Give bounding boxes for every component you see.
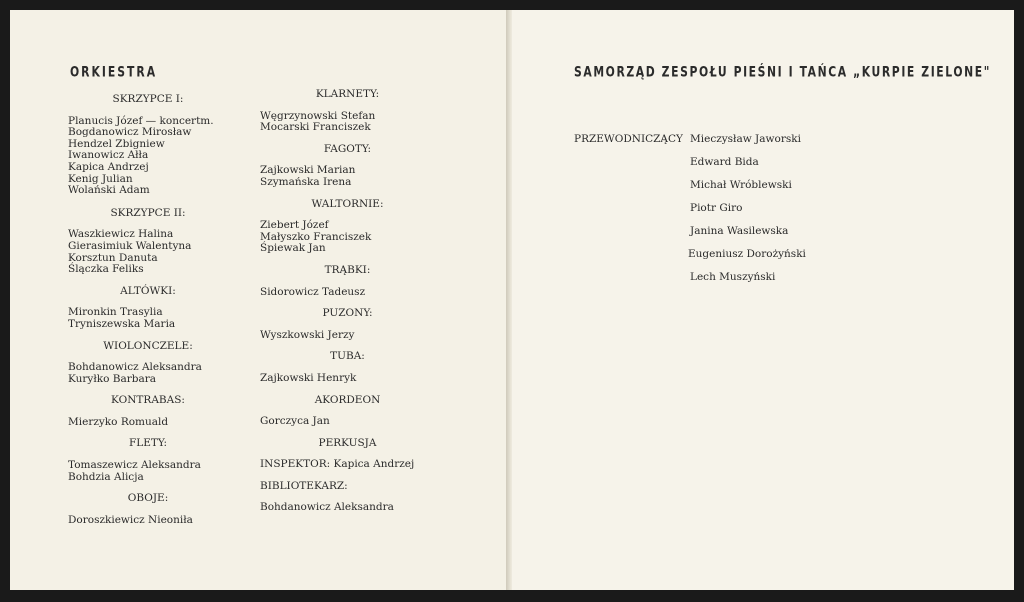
council-list (574, 133, 874, 333)
council-member: Mieczysław Jaworski (690, 133, 801, 145)
librarian-name: Bohdanowicz Aleksandra (260, 501, 394, 514)
council-member: Michał Wróblewski (690, 179, 792, 191)
section-heading: PUZONY: (322, 307, 373, 320)
librarian-label: BIBLIOTEKARZ: (260, 479, 348, 492)
member-name: Waszkiewicz Halina (68, 228, 174, 241)
orchestra-title: ORKIESTRA (70, 64, 158, 81)
member-name: Gorczyca Jan (260, 415, 330, 428)
member-name: Ziebert Józef (260, 219, 329, 232)
section-heading: KLARNETY: (315, 88, 380, 100)
section-heading: WIOLONCZELE: (103, 339, 193, 352)
section-heading: KONTRABAS: (111, 394, 185, 407)
section-heading: OBOJE: (127, 492, 169, 505)
member-name: Wyszkowski Jerzy (260, 328, 355, 341)
council-member: Eugeniusz Dorożyński (688, 248, 806, 260)
member-name: Iwanowicz Ałła (68, 149, 149, 162)
left-page (10, 10, 508, 590)
member-name: Planucis Józef — koncertm. (68, 114, 214, 127)
member-name: Małyszko Franciszek (260, 230, 372, 243)
member-name: Wolański Adam (68, 184, 150, 197)
member-name: Szymańska Irena (260, 175, 352, 188)
council-member: Edward Bida (690, 156, 759, 168)
right-page (512, 10, 1014, 590)
member-name: Doroszkiewicz Nieoniła (68, 513, 193, 526)
member-name: Tryniszewska Maria (68, 317, 176, 330)
section-heading: SKRZYPCE I: (112, 93, 184, 105)
member-name: Korsztun Danuta (68, 251, 158, 264)
section-heading: AKORDEON (314, 393, 381, 406)
member-name: Zajkowski Marian (260, 164, 356, 177)
section-heading: TUBA: (330, 350, 365, 363)
member-name: Tomaszewicz Aleksandra (68, 459, 201, 472)
council-member: Janina Wasilewska (690, 225, 789, 237)
member-name: Kapica Andrzej (68, 160, 149, 173)
section-heading: FLETY: (128, 437, 168, 450)
member-name: Śpiewak Jan (260, 242, 326, 255)
member-name: Ślączka Feliks (68, 263, 144, 276)
member-name: Mierzyko Romuald (68, 415, 169, 428)
member-name: Mocarski Franciszek (260, 121, 371, 134)
member-name: Bogdanowicz Mirosław (68, 126, 192, 139)
chairman-role: PRZEWODNICZĄCY (574, 133, 683, 145)
section-heading: SKRZYPCE II: (110, 206, 186, 219)
member-name: Węgrzynowski Stefan (260, 109, 376, 122)
member-name: Sidorowicz Tadeusz (260, 285, 366, 298)
council-member: Piotr Giro (690, 202, 743, 214)
member-name: Gierasimiuk Walentyna (68, 239, 192, 252)
council-title: SAMORZĄD ZESPOŁU PIEŚNI I TAŃCA „KURPIE ZIELONE" (574, 64, 991, 81)
member-name: Mironkin Trasylia (68, 306, 163, 319)
inspector-line: INSPEKTOR: Kapica Andrzej (260, 458, 415, 471)
member-name: Kenig Julian (68, 172, 133, 185)
orchestra-column-2 (260, 89, 435, 514)
member-name: Hendzel Zbigniew (68, 137, 165, 150)
member-name: Bohdanowicz Aleksandra (68, 361, 202, 374)
member-name: Kuryłko Barbara (68, 372, 157, 385)
section-heading: ALTÓWKI: (120, 284, 176, 297)
section-heading: FAGOTY: (323, 142, 372, 155)
section-heading: TRĄBKI: (324, 263, 371, 276)
section-heading: PERKUSJA (318, 436, 377, 449)
council-member: Lech Muszyński (690, 271, 776, 283)
member-name: Zajkowski Henryk (260, 371, 357, 384)
member-name: Bohdzia Alicja (68, 470, 144, 483)
section-heading: WALTORNIE: (311, 197, 384, 210)
orchestra-column-1 (68, 94, 228, 526)
